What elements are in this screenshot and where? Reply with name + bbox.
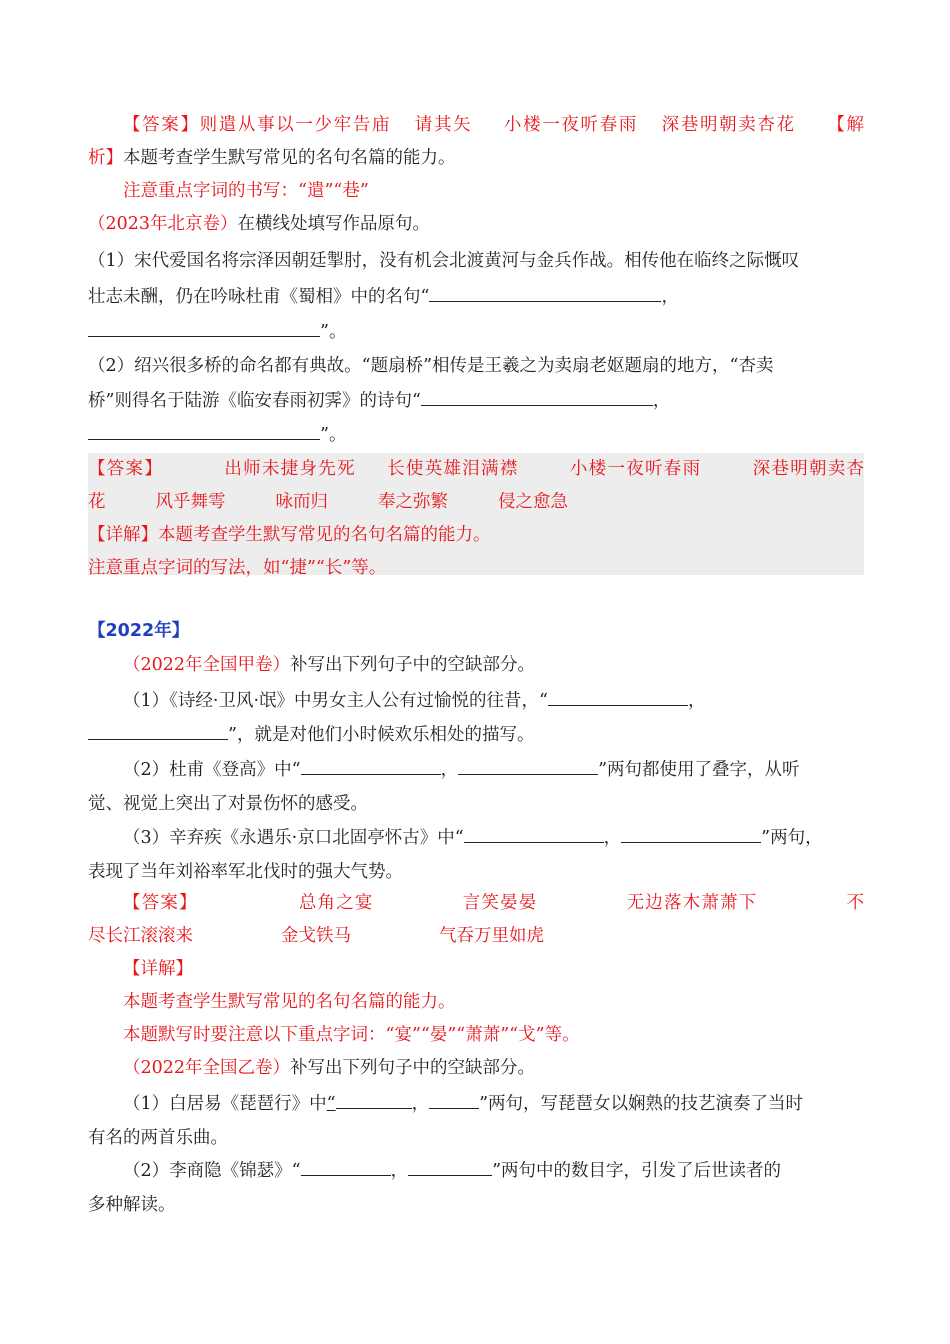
question-header [88, 208, 864, 241]
answer-item: 则遣从事以一少牢告庙 [199, 115, 392, 135]
comma: ， [390, 1161, 409, 1181]
comma: ， [440, 760, 459, 780]
answer-line [88, 453, 864, 486]
analysis-tag: 析】 [88, 148, 123, 168]
year-heading: 【2022年】 [88, 621, 190, 641]
comma: ， [661, 287, 679, 307]
answer-line [88, 887, 864, 920]
comma: ， [652, 391, 671, 411]
detail-text: 本题考查学生默写常见的名句名篇的能力。 [158, 525, 491, 545]
question-text: ”两句中的数目字，引发了后世读者的 [492, 1161, 782, 1181]
answer-blank[interactable] [88, 721, 228, 740]
answer-item: 长使英雄泪满襟 [385, 459, 519, 479]
question-header [88, 649, 864, 682]
question-2-line [88, 385, 864, 418]
answer-blank[interactable] [621, 824, 761, 843]
quote-end: ”。 [320, 322, 347, 342]
comma: ， [603, 828, 622, 848]
answer-blank[interactable] [408, 1157, 492, 1176]
answer-blank[interactable] [464, 824, 604, 843]
question-header [88, 1052, 864, 1085]
answer-item: 气吞万里如虎 [439, 926, 544, 946]
question-1-line: （1）宋代爱国名将宗泽因朝廷掣肘，没有机会北渡黄河与金兵作战。相传他在临终之际慨叹 [88, 251, 800, 271]
question-1-line [88, 281, 864, 314]
answer-item: 小楼一夜听春雨 [502, 115, 639, 135]
question-source: （2022年全国甲卷） [123, 655, 291, 675]
question-2-line: （2）绍兴很多桥的命名都有典故。“题扇桥”相传是王羲之为卖扇老妪题扇的地方，“杏卖 [88, 356, 774, 376]
detail-line [88, 519, 864, 552]
answer-item: 不 [845, 893, 865, 913]
answer-box [88, 453, 865, 578]
quote-open: “ [326, 1094, 336, 1114]
question-2-line [88, 1155, 864, 1188]
answer-blank[interactable] [458, 756, 598, 775]
answer-blank[interactable] [429, 283, 661, 302]
answer-item: 小楼一夜听春雨 [568, 459, 702, 479]
answer-tag: 【答案】 [123, 115, 200, 135]
answer-item: 咏而归 [275, 492, 328, 512]
answer-line [88, 920, 864, 953]
answer-blank[interactable] [301, 1157, 391, 1176]
answer-item: 风乎舞雩 [155, 492, 226, 512]
answer-item: 无边落木萧萧下 [625, 893, 758, 913]
question-text: ”，就是对他们小时候欢乐相处的描写。 [228, 725, 535, 745]
note-line: 注意重点字词的书写：“遣”“巷” [123, 181, 369, 201]
answer-blank[interactable] [421, 387, 653, 406]
question-text: （2）杜甫《登高》中“ [123, 760, 301, 780]
question-text: 壮志未酬，仍在吟咏杜甫《蜀相》中的名句“ [88, 287, 430, 307]
question-text: （1）白居易《琵琶行》中 [123, 1094, 327, 1114]
detail-tag: 【详解】 [123, 959, 193, 979]
question-2-line [88, 419, 864, 452]
answer-item: 请其矢 [413, 115, 473, 135]
comma: ， [411, 1094, 430, 1114]
answer-item: 出师未捷身先死 [223, 459, 356, 479]
detail-note: 注意重点字词的写法，如“捷”“长”等。 [88, 558, 387, 578]
answer-item: 深巷明朝卖杏 [751, 459, 865, 479]
question-text: ”两句， [761, 828, 823, 848]
question-1-line [88, 316, 864, 349]
question-text: ”两句都使用了叠字，从听 [598, 760, 800, 780]
question-3-line: 表现了当年刘裕率军北伐时的强大气势。 [88, 862, 403, 882]
question-text: （2）李商隐《锦瑟》“ [123, 1161, 301, 1181]
analysis-tag: 【解 [825, 115, 865, 135]
answer-item: 深巷明朝卖杏花 [660, 115, 796, 135]
question-1-line [88, 685, 864, 718]
answer-item: 言笑晏晏 [461, 893, 538, 913]
answer-item: 尽长江滚滚来 [88, 926, 193, 946]
answer-line [88, 109, 864, 142]
question-source: （2022年全国乙卷） [123, 1058, 291, 1078]
answer-item: 金戈铁马 [281, 926, 351, 946]
comma: ， [687, 691, 706, 711]
question-1-line [88, 719, 864, 752]
question-1-line: 有名的两首乐曲。 [88, 1128, 228, 1148]
question-2-line: 多种解读。 [88, 1195, 176, 1215]
answer-tag: 【答案】 [123, 893, 198, 913]
answer-item: 花 [88, 492, 106, 512]
question-instruction: 补写出下列句子中的空缺部分。 [290, 1058, 536, 1078]
answer-blank[interactable] [88, 421, 320, 440]
quote-end: ”。 [320, 425, 347, 445]
answer-item: 总角之宴 [297, 893, 374, 913]
answer-item: 侵之愈急 [498, 492, 568, 512]
answer-blank[interactable] [548, 687, 688, 706]
detail-tag: 【详解】 [88, 525, 158, 545]
question-1-line [88, 1088, 864, 1121]
answer-blank[interactable] [88, 318, 320, 337]
answer-blank[interactable] [301, 756, 441, 775]
answer-item: 奉之弥繁 [378, 492, 448, 512]
question-2-line: 觉、视觉上突出了对景伤怀的感受。 [88, 794, 368, 814]
detail-text: 本题考查学生默写常见的名句名篇的能力。 [123, 992, 456, 1012]
question-source: （2023年北京卷） [88, 214, 238, 234]
answer-tag: 【答案】 [88, 459, 164, 479]
question-text: （1）《诗经·卫风·氓》中男女主人公有过愉悦的往昔，“ [123, 691, 548, 711]
question-instruction: 在横线处填写作品原句。 [237, 214, 431, 234]
answer-blank[interactable] [429, 1090, 479, 1109]
answer-blank[interactable] [336, 1090, 412, 1109]
question-instruction: 补写出下列句子中的空缺部分。 [290, 655, 536, 675]
question-text: 桥”则得名于陆游《临安春雨初霁》的诗句“ [88, 391, 421, 411]
question-2-line [88, 754, 864, 787]
analysis-text: 本题考查学生默写常见的名句名篇的能力。 [123, 148, 456, 168]
question-text: （3）辛弃疾《永遇乐·京口北固亭怀古》中“ [123, 828, 464, 848]
answer-line [88, 486, 864, 519]
analysis-line [88, 142, 864, 175]
detail-note: 本题默写时要注意以下重点字词：“宴”“晏”“萧萧”“戈”等。 [123, 1025, 580, 1045]
question-3-line [88, 822, 864, 855]
question-text: ”两句，写琵琶女以娴熟的技艺演奏了当时 [479, 1094, 804, 1114]
